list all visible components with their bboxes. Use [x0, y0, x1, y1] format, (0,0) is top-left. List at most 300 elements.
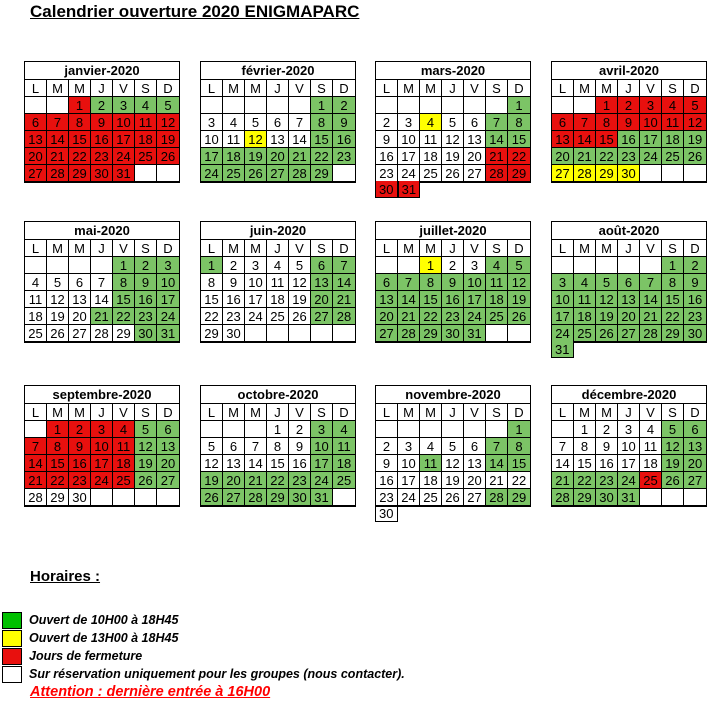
weekday-header: D	[157, 404, 179, 421]
day-cell: 12	[508, 274, 530, 291]
day-cell: 2	[333, 97, 355, 114]
empty-cell	[245, 97, 267, 114]
day-cell: 10	[618, 438, 640, 455]
day-cell: 12	[442, 455, 464, 472]
month-janvier-2020	[24, 61, 180, 183]
day-cell: 8	[267, 438, 289, 455]
day-cell: 21	[289, 148, 311, 165]
weekday-header: L	[552, 404, 574, 421]
month-day-grid	[201, 240, 355, 342]
empty-cell	[662, 489, 684, 506]
day-cell: 21	[486, 472, 508, 489]
day-cell: 20	[464, 472, 486, 489]
day-cell: 15	[69, 131, 91, 148]
month-février-2020	[200, 61, 356, 183]
day-cell: 12	[596, 291, 618, 308]
day-cell: 29	[508, 165, 530, 182]
weekday-header: J	[618, 80, 640, 97]
day-cell: 8	[47, 438, 69, 455]
day-cell: 15	[662, 291, 684, 308]
weekday-header: S	[311, 240, 333, 257]
day-cell: 23	[596, 472, 618, 489]
day-cell: 9	[684, 274, 706, 291]
month-avril-2020	[551, 61, 707, 183]
day-cell: 18	[486, 291, 508, 308]
empty-cell	[398, 257, 420, 274]
weekday-header: S	[311, 404, 333, 421]
day-cell: 7	[47, 114, 69, 131]
weekday-header: S	[486, 80, 508, 97]
day-cell: 2	[223, 257, 245, 274]
day-cell: 20	[223, 472, 245, 489]
empty-cell	[684, 165, 706, 182]
day-cell: 23	[376, 489, 398, 506]
day-cell: 9	[289, 438, 311, 455]
weekday-header: M	[420, 80, 442, 97]
day-cell: 21	[333, 291, 355, 308]
day-cell: 20	[376, 308, 398, 325]
month-title: septembre-2020	[25, 386, 179, 404]
day-cell: 21	[25, 472, 47, 489]
day-cell: 23	[333, 148, 355, 165]
day-cell: 7	[25, 438, 47, 455]
weekday-header: V	[289, 240, 311, 257]
day-cell: 10	[245, 274, 267, 291]
day-cell: 9	[442, 274, 464, 291]
day-cell: 23	[69, 472, 91, 489]
day-cell: 11	[662, 114, 684, 131]
day-cell: 22	[113, 308, 135, 325]
empty-cell	[333, 165, 355, 182]
day-cell: 23	[91, 148, 113, 165]
day-cell: 18	[662, 131, 684, 148]
hours-title: Horaires :	[30, 568, 101, 585]
empty-cell	[464, 421, 486, 438]
empty-cell	[442, 421, 464, 438]
month-juin-2020	[200, 221, 356, 343]
empty-cell	[201, 97, 223, 114]
day-cell: 23	[684, 308, 706, 325]
day-cell: 5	[47, 274, 69, 291]
day-cell: 27	[267, 165, 289, 182]
day-cell: 24	[113, 148, 135, 165]
weekday-header: M	[47, 404, 69, 421]
day-cell: 31	[157, 325, 179, 342]
day-cell: 19	[662, 455, 684, 472]
empty-cell	[420, 97, 442, 114]
day-cell: 13	[157, 438, 179, 455]
day-cell: 15	[574, 455, 596, 472]
day-cell: 20	[157, 455, 179, 472]
weekday-header: D	[508, 404, 530, 421]
weekday-header: D	[333, 240, 355, 257]
day-cell: 13	[69, 291, 91, 308]
day-cell: 18	[640, 455, 662, 472]
day-cell: 11	[223, 131, 245, 148]
weekday-header: L	[552, 240, 574, 257]
day-cell: 18	[113, 455, 135, 472]
day-cell: 29	[47, 489, 69, 506]
weekday-header: V	[113, 240, 135, 257]
legend-open-afternoon	[2, 629, 178, 647]
day-cell: 21	[245, 472, 267, 489]
day-cell: 11	[267, 274, 289, 291]
weekday-header: M	[69, 80, 91, 97]
day-cell: 26	[442, 165, 464, 182]
empty-cell	[552, 257, 574, 274]
day-cell: 16	[618, 131, 640, 148]
day-cell: 19	[135, 455, 157, 472]
weekday-header: S	[135, 80, 157, 97]
day-cell: 15	[311, 131, 333, 148]
weekday-header: J	[442, 240, 464, 257]
day-cell: 22	[574, 472, 596, 489]
empty-cell	[486, 97, 508, 114]
day-cell: 11	[486, 274, 508, 291]
month-day-grid	[552, 240, 706, 342]
day-cell: 23	[223, 308, 245, 325]
weekday-header: M	[596, 404, 618, 421]
day-cell: 26	[157, 148, 179, 165]
day-cell: 20	[69, 308, 91, 325]
day-cell: 11	[113, 438, 135, 455]
day-cell: 17	[157, 291, 179, 308]
month-title: novembre-2020	[376, 386, 530, 404]
day-cell: 6	[464, 114, 486, 131]
day-cell: 1	[69, 97, 91, 114]
month-day-grid	[25, 80, 179, 182]
day-cell: 6	[311, 257, 333, 274]
empty-cell	[376, 421, 398, 438]
day-cell: 9	[376, 131, 398, 148]
day-cell: 22	[47, 472, 69, 489]
day-cell: 5	[135, 421, 157, 438]
weekday-header: L	[25, 240, 47, 257]
day-cell: 5	[245, 114, 267, 131]
day-cell: 5	[442, 114, 464, 131]
empty-cell	[25, 257, 47, 274]
weekday-header: L	[25, 404, 47, 421]
weekday-header: J	[442, 404, 464, 421]
empty-cell	[618, 257, 640, 274]
empty-cell	[91, 257, 113, 274]
day-cell: 15	[47, 455, 69, 472]
day-cell: 22	[596, 148, 618, 165]
day-cell: 7	[640, 274, 662, 291]
day-cell: 3	[245, 257, 267, 274]
weekday-header: V	[464, 80, 486, 97]
day-cell: 24	[618, 472, 640, 489]
empty-cell	[640, 489, 662, 506]
day-cell: 1	[662, 257, 684, 274]
weekday-header: V	[113, 404, 135, 421]
day-cell: 1	[420, 257, 442, 274]
day-cell: 9	[69, 438, 91, 455]
day-cell: 21	[552, 472, 574, 489]
day-cell: 17	[311, 455, 333, 472]
day-cell: 16	[69, 455, 91, 472]
day-cell: 28	[640, 325, 662, 342]
day-cell: 21	[91, 308, 113, 325]
day-cell: 14	[47, 131, 69, 148]
day-cell: 20	[684, 455, 706, 472]
day-cell: 19	[245, 148, 267, 165]
weekday-header: J	[618, 404, 640, 421]
day-cell: 27	[157, 472, 179, 489]
empty-cell	[574, 97, 596, 114]
day-cell: 20	[267, 148, 289, 165]
weekday-header: L	[25, 80, 47, 97]
day-cell: 10	[157, 274, 179, 291]
day-cell: 17	[91, 455, 113, 472]
weekday-header: J	[91, 80, 113, 97]
legend-swatch-red	[2, 648, 22, 665]
legend-text: Ouvert de 10H00 à 18H45	[29, 613, 179, 627]
day-cell: 4	[223, 114, 245, 131]
day-cell: 3	[552, 274, 574, 291]
empty-cell	[245, 421, 267, 438]
legend-swatch-yellow	[2, 630, 22, 647]
day-cell: 8	[508, 438, 530, 455]
weekday-header: M	[574, 240, 596, 257]
day-cell: 27	[684, 472, 706, 489]
day-cell: 4	[662, 97, 684, 114]
day-cell: 17	[398, 472, 420, 489]
weekday-header: M	[69, 404, 91, 421]
day-cell: 3	[640, 97, 662, 114]
day-cell: 7	[574, 114, 596, 131]
day-cell: 2	[596, 421, 618, 438]
day-cell: 29	[113, 325, 135, 342]
day-cell: 13	[376, 291, 398, 308]
day-cell: 8	[662, 274, 684, 291]
day-cell: 4	[640, 421, 662, 438]
day-cell: 12	[662, 438, 684, 455]
day-cell: 11	[135, 114, 157, 131]
day-cell: 14	[245, 455, 267, 472]
day-cell: 21	[574, 148, 596, 165]
empty-cell	[486, 421, 508, 438]
weekday-header: S	[662, 80, 684, 97]
day-cell: 10	[640, 114, 662, 131]
weekday-header: L	[201, 240, 223, 257]
day-cell: 15	[201, 291, 223, 308]
empty-cell	[47, 97, 69, 114]
day-cell: 4	[486, 257, 508, 274]
day-cell: 4	[420, 438, 442, 455]
day-cell: 29	[267, 489, 289, 506]
weekday-header: L	[201, 80, 223, 97]
day-cell: 25	[333, 472, 355, 489]
weekday-header: V	[640, 80, 662, 97]
day-cell: 14	[398, 291, 420, 308]
weekday-header: M	[574, 404, 596, 421]
day-cell: 11	[333, 438, 355, 455]
weekday-header: L	[376, 240, 398, 257]
empty-cell	[464, 97, 486, 114]
day-cell: 30	[135, 325, 157, 342]
day-cell: 26	[596, 325, 618, 342]
day-cell: 5	[157, 97, 179, 114]
weekday-header: S	[662, 240, 684, 257]
day-cell: 16	[596, 455, 618, 472]
weekday-header: M	[47, 240, 69, 257]
day-cell: 16	[333, 131, 355, 148]
month-day-grid	[376, 80, 530, 182]
day-cell: 5	[596, 274, 618, 291]
day-cell: 3	[311, 421, 333, 438]
day-cell: 17	[201, 148, 223, 165]
empty-cell	[311, 325, 333, 342]
day-cell: 22	[508, 472, 530, 489]
month-septembre-2020	[24, 385, 180, 507]
weekday-header: J	[91, 240, 113, 257]
day-cell: 10	[201, 131, 223, 148]
empty-cell	[157, 165, 179, 182]
weekday-header: J	[267, 240, 289, 257]
day-cell: 21	[486, 148, 508, 165]
day-cell: 31	[618, 489, 640, 506]
day-cell: 13	[267, 131, 289, 148]
day-cell: 10	[398, 131, 420, 148]
day-cell: 24	[311, 472, 333, 489]
day-cell: 14	[91, 291, 113, 308]
empty-cell	[684, 489, 706, 506]
day-cell: 17	[113, 131, 135, 148]
empty-cell	[201, 421, 223, 438]
day-cell: 7	[289, 114, 311, 131]
day-cell: 28	[333, 308, 355, 325]
day-cell: 27	[464, 165, 486, 182]
empty-cell	[596, 257, 618, 274]
day-cell: 7	[486, 114, 508, 131]
weekday-header: D	[333, 80, 355, 97]
day-cell: 5	[289, 257, 311, 274]
day-cell: 15	[508, 131, 530, 148]
day-cell: 5	[684, 97, 706, 114]
month-title: mai-2020	[25, 222, 179, 240]
weekday-header: M	[245, 240, 267, 257]
empty-cell	[398, 97, 420, 114]
weekday-header: S	[135, 404, 157, 421]
empty-cell	[267, 325, 289, 342]
day-cell: 18	[135, 131, 157, 148]
day-cell: 16	[442, 291, 464, 308]
day-cell: 16	[223, 291, 245, 308]
month-title: juin-2020	[201, 222, 355, 240]
day-cell: 9	[376, 455, 398, 472]
empty-cell	[25, 421, 47, 438]
day-cell: 25	[662, 148, 684, 165]
month-title: décembre-2020	[552, 386, 706, 404]
day-cell: 6	[157, 421, 179, 438]
month-title: février-2020	[201, 62, 355, 80]
day-cell: 10	[464, 274, 486, 291]
day-cell: 9	[91, 114, 113, 131]
day-cell: 5	[508, 257, 530, 274]
day-cell: 26	[245, 165, 267, 182]
day-cell: 19	[508, 291, 530, 308]
day-cell: 22	[69, 148, 91, 165]
day-cell: 13	[618, 291, 640, 308]
month-title: octobre-2020	[201, 386, 355, 404]
day-cell: 21	[47, 148, 69, 165]
day-cell: 31	[398, 181, 421, 198]
day-cell: 31	[464, 325, 486, 342]
day-cell: 26	[508, 308, 530, 325]
day-cell: 27	[552, 165, 574, 182]
empty-cell	[420, 421, 442, 438]
weekday-header: S	[662, 404, 684, 421]
day-cell: 20	[552, 148, 574, 165]
day-cell: 15	[113, 291, 135, 308]
day-cell: 25	[113, 472, 135, 489]
weekday-header: M	[245, 80, 267, 97]
day-cell: 16	[376, 148, 398, 165]
day-cell: 12	[245, 131, 267, 148]
day-cell: 2	[442, 257, 464, 274]
day-cell: 11	[420, 455, 442, 472]
legend-open-morning	[2, 611, 178, 629]
day-cell: 17	[464, 291, 486, 308]
day-cell: 28	[289, 165, 311, 182]
weekday-header: S	[486, 404, 508, 421]
month-day-grid	[25, 240, 179, 342]
empty-cell	[245, 325, 267, 342]
day-cell: 18	[25, 308, 47, 325]
day-cell: 26	[135, 472, 157, 489]
day-cell: 28	[25, 489, 47, 506]
empty-cell	[333, 489, 355, 506]
day-cell: 3	[464, 257, 486, 274]
day-cell: 28	[398, 325, 420, 342]
day-cell: 1	[596, 97, 618, 114]
day-cell: 29	[311, 165, 333, 182]
day-cell: 6	[552, 114, 574, 131]
day-cell: 23	[376, 165, 398, 182]
day-cell: 26	[684, 148, 706, 165]
day-cell: 19	[47, 308, 69, 325]
empty-cell	[267, 97, 289, 114]
day-cell: 15	[508, 455, 530, 472]
day-cell: 30	[91, 165, 113, 182]
empty-cell	[486, 325, 508, 342]
day-cell: 15	[420, 291, 442, 308]
day-cell: 5	[442, 438, 464, 455]
empty-cell	[398, 421, 420, 438]
day-cell: 24	[640, 148, 662, 165]
day-cell: 28	[486, 489, 508, 506]
weekday-header: S	[486, 240, 508, 257]
day-cell: 30	[69, 489, 91, 506]
weekday-header: V	[464, 404, 486, 421]
empty-cell	[376, 97, 398, 114]
day-cell: 24	[245, 308, 267, 325]
month-title: août-2020	[552, 222, 706, 240]
day-cell: 13	[464, 131, 486, 148]
day-cell: 17	[640, 131, 662, 148]
day-cell: 27	[464, 489, 486, 506]
month-day-grid	[552, 80, 706, 182]
weekday-header: M	[398, 240, 420, 257]
day-cell: 29	[69, 165, 91, 182]
day-cell: 25	[420, 165, 442, 182]
month-day-grid	[201, 404, 355, 506]
weekday-header: V	[640, 404, 662, 421]
day-cell: 30	[375, 505, 398, 522]
weekday-header: M	[420, 404, 442, 421]
day-cell: 30	[375, 181, 398, 198]
